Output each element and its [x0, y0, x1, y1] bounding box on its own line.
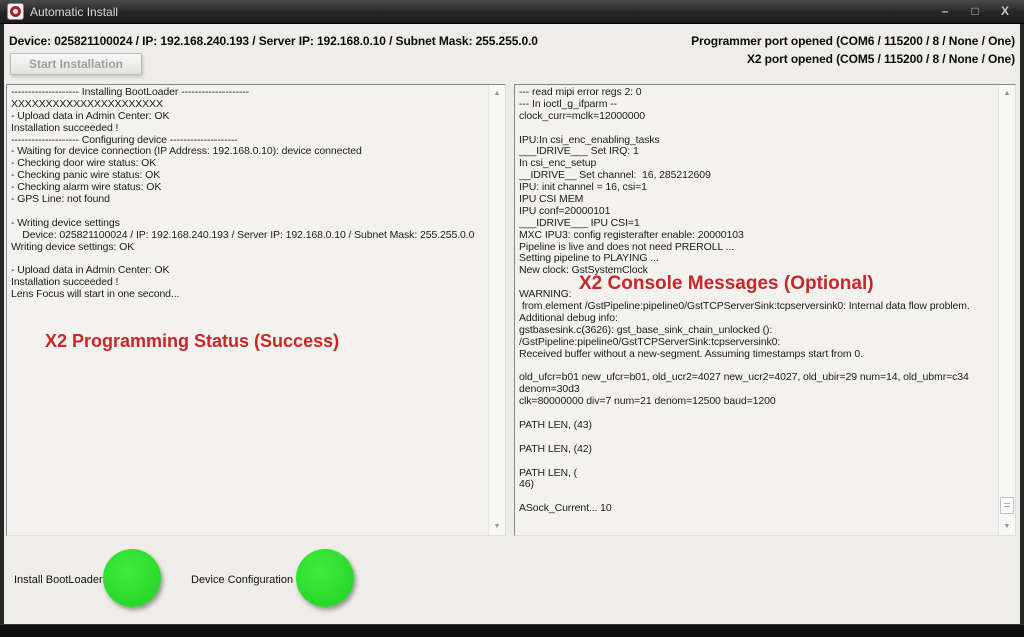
install-bootloader-label: Install BootLoader	[14, 574, 103, 586]
log-line: -------------------- Configuring device --------------------	[11, 133, 238, 146]
log-line: Additional debug info:	[519, 311, 618, 324]
log-line: XXXXXXXXXXXXXXXXXXXXXX	[11, 97, 163, 110]
log-line: - Checking door wire status: OK	[11, 157, 157, 170]
programming-status-annotation: X2 Programming Status (Success)	[45, 331, 340, 351]
scroll-up-icon[interactable]: ▲	[493, 90, 501, 97]
console-log[interactable]	[519, 87, 996, 533]
log-line: Pipeline is live and does not need PREROLL ...	[519, 240, 735, 253]
bottom-bar	[0, 624, 1024, 637]
log-line: --- In ioctl_g_ifparm --	[519, 97, 617, 110]
log-line: - Checking alarm wire status: OK	[11, 181, 162, 194]
log-line: /GstPipeline:pipeline0/GstTCPServerSink:tcpserversink0:	[519, 335, 781, 348]
log-line: - Waiting for device connection (IP Address: 192.168.0.10): device connected	[11, 145, 362, 158]
log-line: - Upload data in Admin Center: OK	[11, 264, 170, 277]
log-line: New clock: GstSystemClock	[519, 264, 648, 277]
programming-status-panel	[6, 84, 506, 536]
log-line: Installation succeeded !	[11, 121, 119, 134]
log-line: 46)	[519, 478, 534, 491]
log-line: Writing device settings: OK	[11, 240, 135, 253]
log-line: PATH LEN, (42)	[519, 442, 592, 455]
log-line	[519, 432, 996, 444]
log-line: Setting pipeline to PLAYING ...	[519, 252, 659, 265]
log-line: ASock_Current... 10	[519, 502, 612, 515]
left-panel-scrollbar[interactable]	[488, 85, 505, 535]
minimize-icon[interactable]: –	[941, 4, 949, 18]
device-info-text: Device: 025821100024 / IP: 192.168.240.193 / Server IP: 192.168.0.10 / Subnet Mask: 255.255.0.0	[9, 34, 538, 48]
log-line: In csi_enc_setup	[519, 157, 597, 170]
log-line: __IDRIVE__ Set channel: 16, 285212609	[519, 169, 711, 182]
log-line: PATH LEN, (	[519, 466, 578, 479]
console-messages-panel	[514, 84, 1016, 536]
log-line: -------------------- Installing BootLoader --------------------	[11, 87, 250, 98]
log-line: IPU: init channel = 16, csi=1	[519, 181, 647, 194]
maximize-icon[interactable]: □	[971, 4, 979, 18]
log-line: ___IDRIVE___ Set IRQ: 1	[519, 145, 639, 158]
log-line: - GPS Line: not found	[11, 193, 110, 206]
log-line: MXC IPU3: config registerafter enable: 20000103	[519, 228, 744, 241]
log-line: Device: 025821100024 / IP: 192.168.240.193 / Server IP: 192.168.0.10 / Subnet Mask: 255.255.0.0	[11, 228, 475, 241]
log-line: PATH LEN, (43)	[519, 418, 592, 431]
log-line: Lens Focus will start in one second...	[11, 288, 180, 301]
log-line: clock_curr=mclk=12000000	[519, 109, 646, 122]
programmer-port-status: Programmer port opened (COM6 / 115200 / 8 / None / One)	[691, 34, 1015, 48]
window-controls	[938, 4, 1012, 18]
app-logo-red-circle	[10, 6, 21, 17]
log-line: ___IDRIVE___ IPU CSI=1	[519, 216, 640, 229]
right-panel-scrollbar[interactable]	[998, 85, 1015, 535]
log-line: gstbasesink.c(3626): gst_base_sink_chain_unlocked ():	[519, 323, 773, 336]
window-content	[4, 24, 1020, 624]
scrollbar-thumb[interactable]	[1000, 497, 1014, 514]
log-line: - Writing device settings	[11, 216, 120, 229]
scroll-up-icon[interactable]: ▲	[1003, 90, 1011, 97]
log-line: --- read mipi error regs 2: 0	[519, 87, 642, 98]
log-line: clk=80000000 div=7 num=21 denom=12500 baud=1200	[519, 395, 776, 408]
log-line: denom=30d3	[519, 383, 580, 396]
bootloader-log[interactable]	[11, 87, 486, 533]
log-line: WARNING:	[519, 288, 572, 301]
log-line	[519, 456, 996, 468]
x2-port-status: X2 port opened (COM5 / 115200 / 8 / None / One)	[746, 52, 1015, 66]
titlebar	[0, 0, 1024, 24]
log-line: IPU:In csi_enc_enabling_tasks	[519, 133, 660, 146]
log-line	[519, 123, 996, 135]
close-icon[interactable]: X	[1000, 4, 1009, 18]
app-logo-icon	[7, 3, 24, 20]
scroll-down-icon[interactable]: ▼	[493, 523, 501, 530]
log-line: - Upload data in Admin Center: OK	[11, 109, 170, 122]
log-line: IPU CSI MEM	[519, 193, 584, 206]
log-line: - Checking panic wire status: OK	[11, 169, 161, 182]
window-title: Automatic Install	[30, 5, 119, 19]
install-bootloader-status-indicator	[103, 549, 161, 607]
log-line	[11, 206, 486, 218]
log-line: from element /GstPipeline:pipeline0/GstTCPServerSink:tcpserversink0: Internal data flow problem.	[519, 300, 970, 313]
log-line: IPU conf=20000101	[519, 204, 611, 217]
console-messages-annotation: X2 Console Messages (Optional)	[579, 273, 874, 294]
device-configuration-label: Device Configuration	[191, 574, 294, 586]
log-line: Installation succeeded !	[11, 276, 119, 289]
start-installation-button[interactable]: Start Installation	[10, 53, 142, 75]
log-line: Received buffer without a new-segment. Assuming timestamps start from 0.	[519, 347, 863, 360]
scroll-down-icon[interactable]: ▼	[1003, 523, 1011, 530]
log-line: old_ufcr=b01 new_ufcr=b01, old_ucr2=4027 new_ucr2=4027, old_ubir=29 num=14, old_ubmr=c34	[519, 371, 969, 384]
device-configuration-status-indicator	[296, 549, 354, 607]
